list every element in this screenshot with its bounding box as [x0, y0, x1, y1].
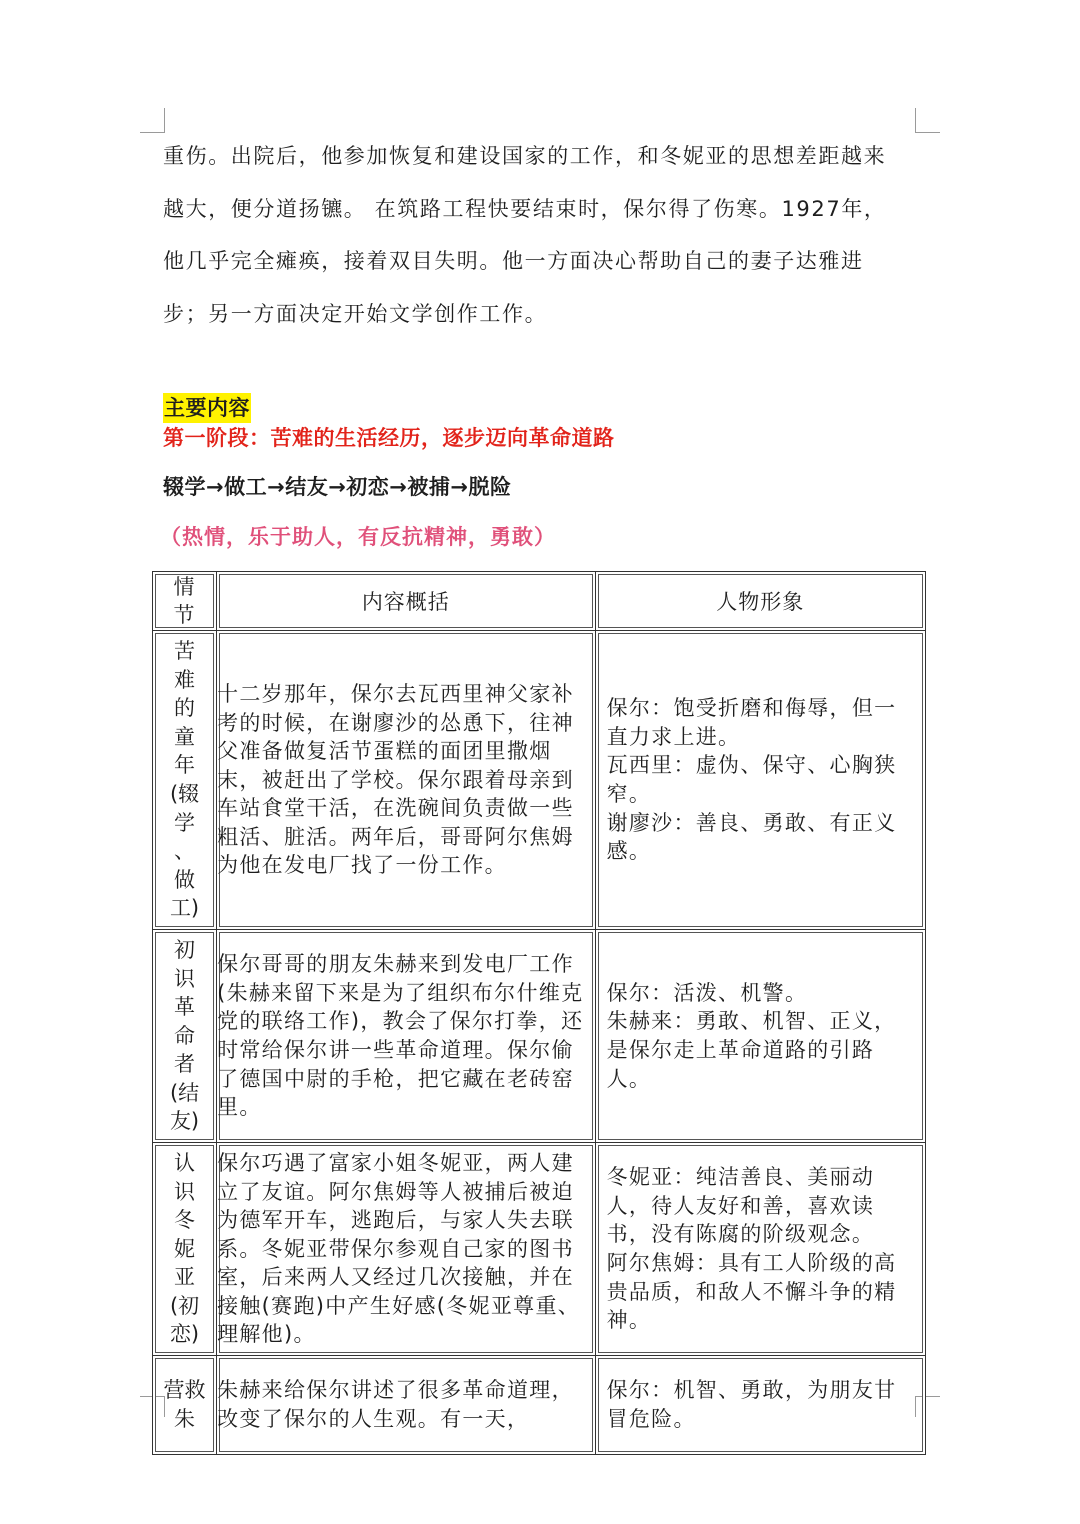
- paragraph-line: 他几乎完全瘫痪，接着双目失明。他一方面决心帮助自己的妻子达雅进: [163, 249, 864, 273]
- plot-cell: [153, 631, 217, 930]
- header-plot-char: 情: [173, 575, 196, 599]
- header-summary: 内容概括: [217, 572, 595, 631]
- plot-cell: [153, 1356, 217, 1455]
- summary-cell: 保尔哥哥的朋友朱赫来到发电厂工作(朱赫来留下来是为了组织布尔什维克党的联络工作)，教会了保尔打拳，还时常给保尔讲一些革命道理。保尔偷了德国中尉的手枪，把它藏在老砖窑里。: [217, 930, 595, 1143]
- plot-char: 者: [174, 1052, 196, 1077]
- plot-char: 营救: [163, 1378, 206, 1403]
- summary-cell: 保尔巧遇了富家小姐冬妮亚，两人建立了友谊。阿尔焦姆等人被捕后被迫为德军开车，逃跑后，与家人失去联系。冬妮亚带保尔参观自己家的图书室，后来两人又经过几次接触，并在接触(赛跑)中产生好感(冬妮亚尊重、理解他)。: [217, 1143, 595, 1356]
- summary-cell: 朱赫来给保尔讲述了很多革命道理，改变了保尔的人生观。有一天，: [217, 1356, 595, 1455]
- plot-char: 童: [174, 724, 196, 749]
- character-traits: （热情，乐于助人，有反抗精神，勇敢）: [160, 525, 556, 549]
- character-cell: 保尔：饱受折磨和侮辱，但一直力求上进。 瓦西里：虚伪、保守、心胸狭窄。 谢廖沙：善良、勇敢、有正义感。: [595, 631, 925, 930]
- character-cell: 保尔：机智、勇敢，为朋友甘冒危险。: [595, 1356, 925, 1455]
- header-character: 人物形象: [595, 572, 925, 631]
- header-plot: [153, 572, 217, 631]
- character-cell: 冬妮亚：纯洁善良、美丽动人，待人友好和善，喜欢读书，没有陈腐的阶级观念。 阿尔焦姆：具有工人阶级的高贵品质，和敌人不懈斗争的精神。: [595, 1143, 925, 1356]
- plot-char: 命: [174, 1023, 196, 1048]
- table-header-row: [153, 572, 926, 631]
- plot-char: 朱: [174, 1407, 196, 1431]
- plot-char: 妮: [174, 1236, 196, 1261]
- plot-summary-table: [152, 571, 926, 1455]
- plot-char: 做: [174, 867, 196, 892]
- header-plot-char: 节: [173, 603, 196, 627]
- plot-char: 、: [174, 839, 196, 864]
- paragraph-line: 重伤。出院后，他参加恢复和建设国家的工作，和冬妮亚的思想差距越来: [163, 144, 887, 168]
- plot-char: 初: [174, 937, 196, 962]
- plot-char: (辍: [169, 782, 200, 806]
- plot-char: 恋): [169, 1322, 200, 1347]
- plot-char: 年: [174, 753, 196, 778]
- intro-paragraph: [163, 130, 923, 340]
- plot-char: 工): [169, 896, 200, 921]
- plot-char: 学: [174, 810, 196, 835]
- table-row: [153, 631, 926, 930]
- paragraph-line: 步；另一方面决定开始文学创作工作。: [163, 301, 548, 326]
- plot-flow: 辍学→做工→结友→初恋→被捕→脱险: [163, 475, 512, 499]
- plot-char: 识: [174, 966, 196, 991]
- plot-char: 苦: [174, 639, 196, 664]
- plot-char: (结: [169, 1080, 200, 1105]
- summary-cell: 十二岁那年，保尔去瓦西里神父家补考的时候，在谢廖沙的怂恿下，往神父准备做复活节蛋糕的面团里撒烟末，被赶出了学校。保尔跟着母亲到车站食堂干活，在洗碗间负责做一些粗活、脏活。两年后，哥哥阿尔焦姆为他在发电厂找了一份工作。: [217, 631, 595, 930]
- plot-char: 友): [169, 1109, 200, 1134]
- plot-cell: [153, 1143, 217, 1356]
- paragraph-line: 越大，便分道扬镳。 在筑路工程快要结束时，保尔得了伤寒。1927年，: [163, 196, 887, 221]
- plot-char: 冬: [174, 1208, 196, 1233]
- table-row: [153, 1143, 926, 1356]
- plot-char: (初: [169, 1293, 200, 1318]
- plot-char: 革: [174, 995, 196, 1020]
- section-title-highlighted: 主要内容: [163, 393, 251, 423]
- table-row: [153, 930, 926, 1143]
- plot-char: 亚: [174, 1265, 196, 1290]
- stage-title: 第一阶段：苦难的生活经历，逐步迈向革命道路: [163, 426, 615, 450]
- plot-cell: [153, 930, 217, 1143]
- plot-char: 的: [174, 696, 196, 721]
- character-cell: 保尔：活泼、机警。 朱赫来：勇敢、机智、正义，是保尔走上革命道路的引路人。: [595, 930, 925, 1143]
- plot-char: 识: [174, 1179, 196, 1204]
- plot-char: 认: [174, 1150, 196, 1175]
- table-row: [153, 1356, 926, 1455]
- plot-char: 难: [174, 667, 196, 692]
- crop-mark-top-left: [140, 108, 165, 133]
